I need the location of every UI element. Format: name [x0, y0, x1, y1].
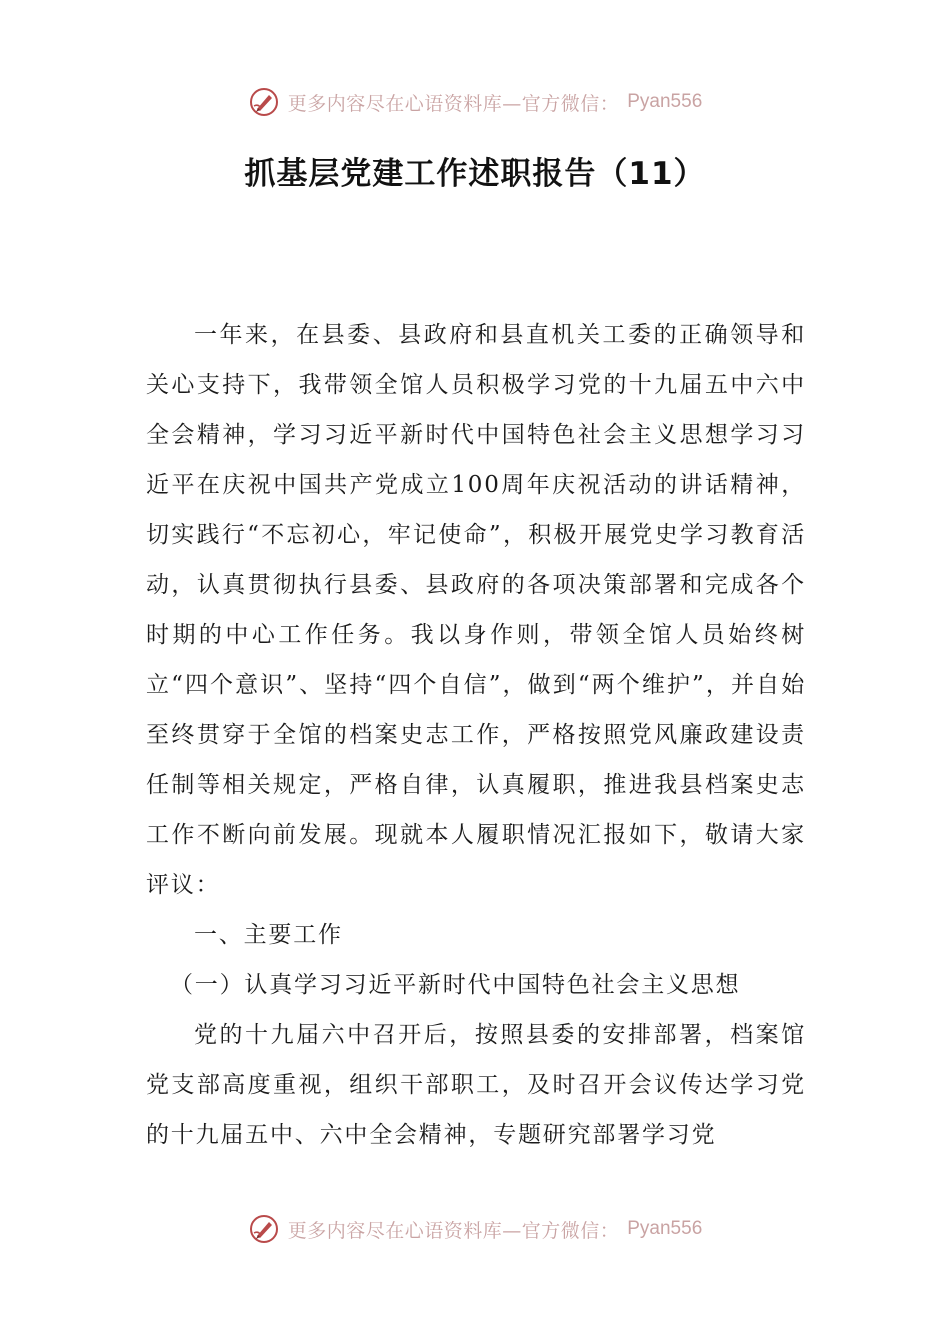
watermark-header: [0, 82, 950, 122]
watermark-footer: [0, 1209, 950, 1249]
pen-logo-icon: [248, 86, 280, 118]
section-heading: 一、主要工作: [194, 922, 343, 948]
document-body: [146, 310, 806, 1160]
watermark-text: 更多内容尽在心语资料库—官方微信：: [287, 92, 620, 115]
document-title: 抓基层党建工作述职报告（11）: [244, 156, 706, 192]
watermark-wechat-id: Pyan556: [627, 1218, 703, 1239]
body-paragraph: 党的十九届六中召开后，按照县委的安排部署，档案馆党支部高度重视，组织干部职工，及时召开会议传达学习党的十九届五中、六中全会精神，专题研究部署学习党: [146, 1022, 806, 1148]
subsection-heading: （一）认真学习习近平新时代中国特色社会主义思想: [170, 972, 741, 998]
body-paragraph: 一年来，在县委、县政府和县直机关工委的正确领导和关心支持下，我带领全馆人员积极学习党的十九届五中六中全会精神，学习习近平新时代中国特色社会主义思想学习习近平在庆祝中国共产党成立100周年庆祝活动的讲话精神，切实践行“不忘初心，牢记使命”，积极开展党史学习教育活动，认真贯彻执行县委、县政府的各项决策部署和完成各个时期的中心工作任务。我以身作则，带领全馆人员始终树立“四个意识”、坚持“四个自信”，做到“两个维护”，并自始至终贯穿于全馆的档案史志工作，严格按照党风廉政建设责任制等相关规定，严格自律，认真履职，推进我县档案史志工作不断向前发展。现就本人履职情况汇报如下，敬请大家评议：: [146, 322, 806, 898]
watermark-text: 更多内容尽在心语资料库—官方微信：: [287, 1219, 620, 1242]
pen-logo-icon: [248, 1213, 280, 1245]
watermark-wechat-id: Pyan556: [627, 91, 703, 112]
